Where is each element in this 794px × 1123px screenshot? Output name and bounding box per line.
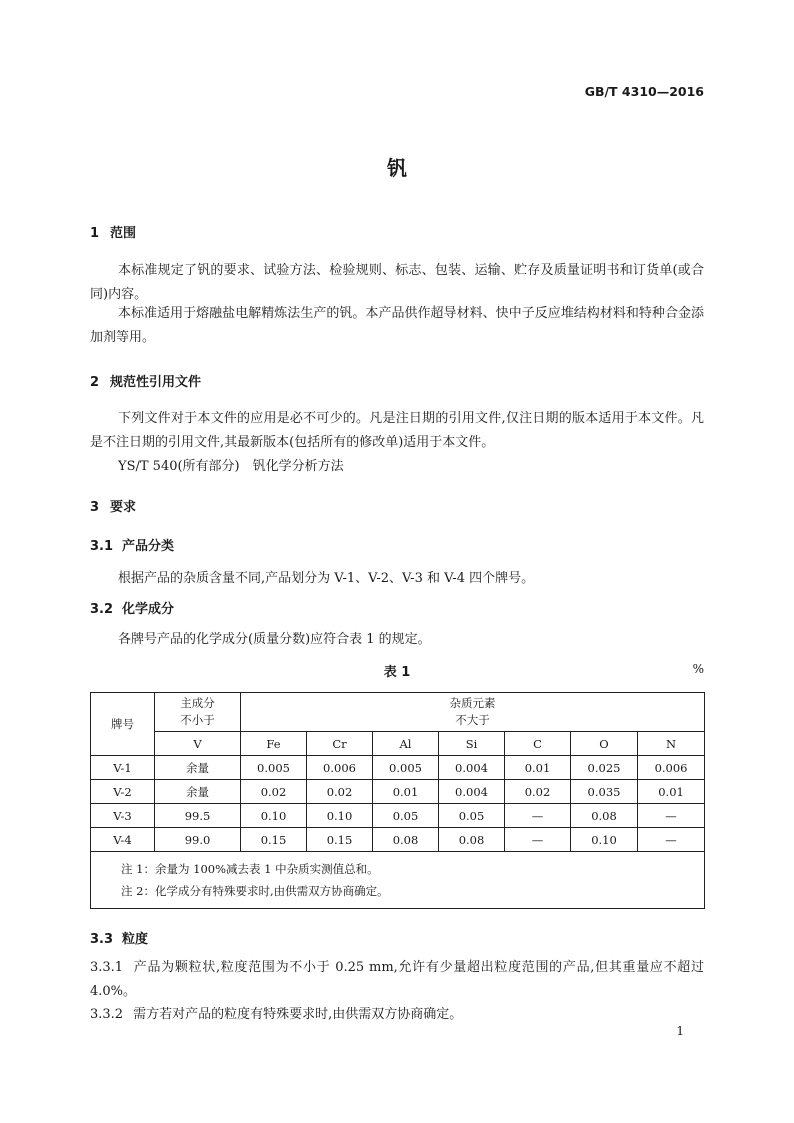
section-1-paragraph-2: 本标准适用于熔融盐电解精炼法生产的钒。本产品供作超导材料、快中子反应堆结构材料和特种合金添加剂等用。	[90, 306, 704, 345]
table-row	[91, 756, 705, 780]
table-cell: 0.006	[638, 756, 705, 780]
element-cell: C	[505, 732, 571, 756]
table-cell: 99.0	[155, 828, 241, 852]
subsection-title: 产品分类	[122, 539, 175, 554]
table-cell: V-1	[91, 756, 155, 780]
table-cell: 0.05	[373, 804, 439, 828]
table-cell: 0.02	[241, 780, 307, 804]
subsection-number: 3.1	[90, 539, 114, 554]
clause-3-3-1	[90, 956, 704, 1004]
table-cell: —	[638, 828, 705, 852]
table-cell: 0.05	[439, 804, 505, 828]
element-cell: Al	[373, 732, 439, 756]
table-cell: 0.08	[373, 828, 439, 852]
subsection-number: 3.3	[90, 932, 114, 947]
table-cell: 0.01	[373, 780, 439, 804]
normative-reference: YS/T 540(所有部分) 钒化学分析方法	[118, 459, 344, 474]
table-note-2: 注 2：化学成分有特殊要求时,由供需双方协商确定。	[121, 884, 389, 898]
impurity-label: 杂质元素	[449, 696, 496, 710]
table-cell: 0.10	[241, 804, 307, 828]
table-cell: —	[505, 828, 571, 852]
table-note-1: 注 1：余量为 100%减去表 1 中杂质实测值总和。	[121, 862, 379, 876]
table-cell: 余量	[155, 756, 241, 780]
table-cell: 0.15	[307, 828, 373, 852]
section-title: 要求	[110, 500, 137, 515]
section-number: 3	[90, 500, 100, 515]
section-title: 范围	[110, 226, 137, 241]
section-3-heading	[90, 496, 136, 515]
table-cell: 0.08	[439, 828, 505, 852]
element-cell: Fe	[241, 732, 307, 756]
table-cell: V-2	[91, 780, 155, 804]
grade-header: 牌号	[91, 693, 155, 756]
subsection-title: 化学成分	[122, 602, 175, 617]
element-cell: Cr	[307, 732, 373, 756]
table-caption: 表 1	[383, 665, 411, 680]
table-cell: 99.5	[155, 804, 241, 828]
table-cell: 0.08	[571, 804, 638, 828]
table-cell: 余量	[155, 780, 241, 804]
table-notes-row	[91, 852, 705, 909]
table-cell: 0.02	[307, 780, 373, 804]
element-cell: N	[638, 732, 705, 756]
subsection-number: 3.2	[90, 602, 114, 617]
document-title: 钒	[387, 156, 407, 180]
clause-text: 需方若对产品的粒度有特殊要求时,由供需双方协商确定。	[133, 1007, 463, 1022]
subsection-3-3-heading	[90, 928, 148, 947]
main-component-qualifier: 不小于	[180, 713, 215, 727]
table-unit: %	[692, 662, 704, 676]
section-title: 规范性引用文件	[110, 375, 202, 390]
main-component-label: 主成分	[180, 696, 215, 710]
impurity-qualifier: 不大于	[455, 713, 490, 727]
table-cell: —	[638, 804, 705, 828]
section-1-paragraph-1: 本标准规定了钒的要求、试验方法、检验规则、标志、包装、运输、贮存及质量证明书和订货单(或合同)内容。	[90, 263, 704, 302]
table-row	[91, 804, 705, 828]
table-notes	[91, 852, 705, 909]
table-cell: 0.005	[241, 756, 307, 780]
table-cell: V-3	[91, 804, 155, 828]
table-row	[91, 780, 705, 804]
table-cell: V-4	[91, 828, 155, 852]
clause-text: 产品为颗粒状,粒度范围为不小于 0.25 mm,允许有少量超出粒度范围的产品,但其重量应不超过 4.0%。	[90, 960, 704, 999]
standard-number: GB/T 4310—2016	[584, 84, 704, 99]
section-2-paragraph: 下列文件对于本文件的应用是必不可少的。凡是注日期的引用文件,仅注日期的版本适用于本文件。凡是不注日期的引用文件,其最新版本(包括所有的修改单)适用于本文件。	[90, 411, 704, 450]
section-number: 1	[90, 226, 100, 241]
element-header-row	[91, 732, 705, 756]
element-cell: O	[571, 732, 638, 756]
subsection-3-1-heading	[90, 535, 174, 554]
clause-3-3-2	[90, 1003, 462, 1022]
section-1-heading	[90, 222, 136, 241]
subsection-3-2-heading	[90, 598, 174, 617]
table-cell: 0.025	[571, 756, 638, 780]
chemical-composition-table	[90, 692, 705, 909]
table-cell: 0.035	[571, 780, 638, 804]
table-cell: 0.10	[571, 828, 638, 852]
clause-number: 3.3.1	[90, 960, 124, 975]
table-cell: 0.006	[307, 756, 373, 780]
table-cell: 0.01	[505, 756, 571, 780]
element-cell: V	[155, 732, 241, 756]
subsection-title: 粒度	[122, 932, 149, 947]
impurity-header	[241, 693, 705, 732]
table-cell: 0.10	[307, 804, 373, 828]
table-cell: —	[505, 804, 571, 828]
clause-number: 3.3.2	[90, 1007, 124, 1022]
section-number: 2	[90, 375, 100, 390]
table-cell: 0.02	[505, 780, 571, 804]
subsection-3-1-text: 根据产品的杂质含量不同,产品划分为 V-1、V-2、V-3 和 V-4 四个牌号。	[118, 571, 535, 586]
table-cell: 0.004	[439, 780, 505, 804]
table-cell: 0.004	[439, 756, 505, 780]
element-cell: Si	[439, 732, 505, 756]
table-row	[91, 828, 705, 852]
main-component-header	[155, 693, 241, 732]
section-2-heading	[90, 371, 201, 390]
table-cell: 0.01	[638, 780, 705, 804]
table-cell: 0.15	[241, 828, 307, 852]
page-number: 1	[676, 1024, 684, 1038]
table-cell: 0.005	[373, 756, 439, 780]
subsection-3-2-text: 各牌号产品的化学成分(质量分数)应符合表 1 的规定。	[118, 632, 431, 647]
